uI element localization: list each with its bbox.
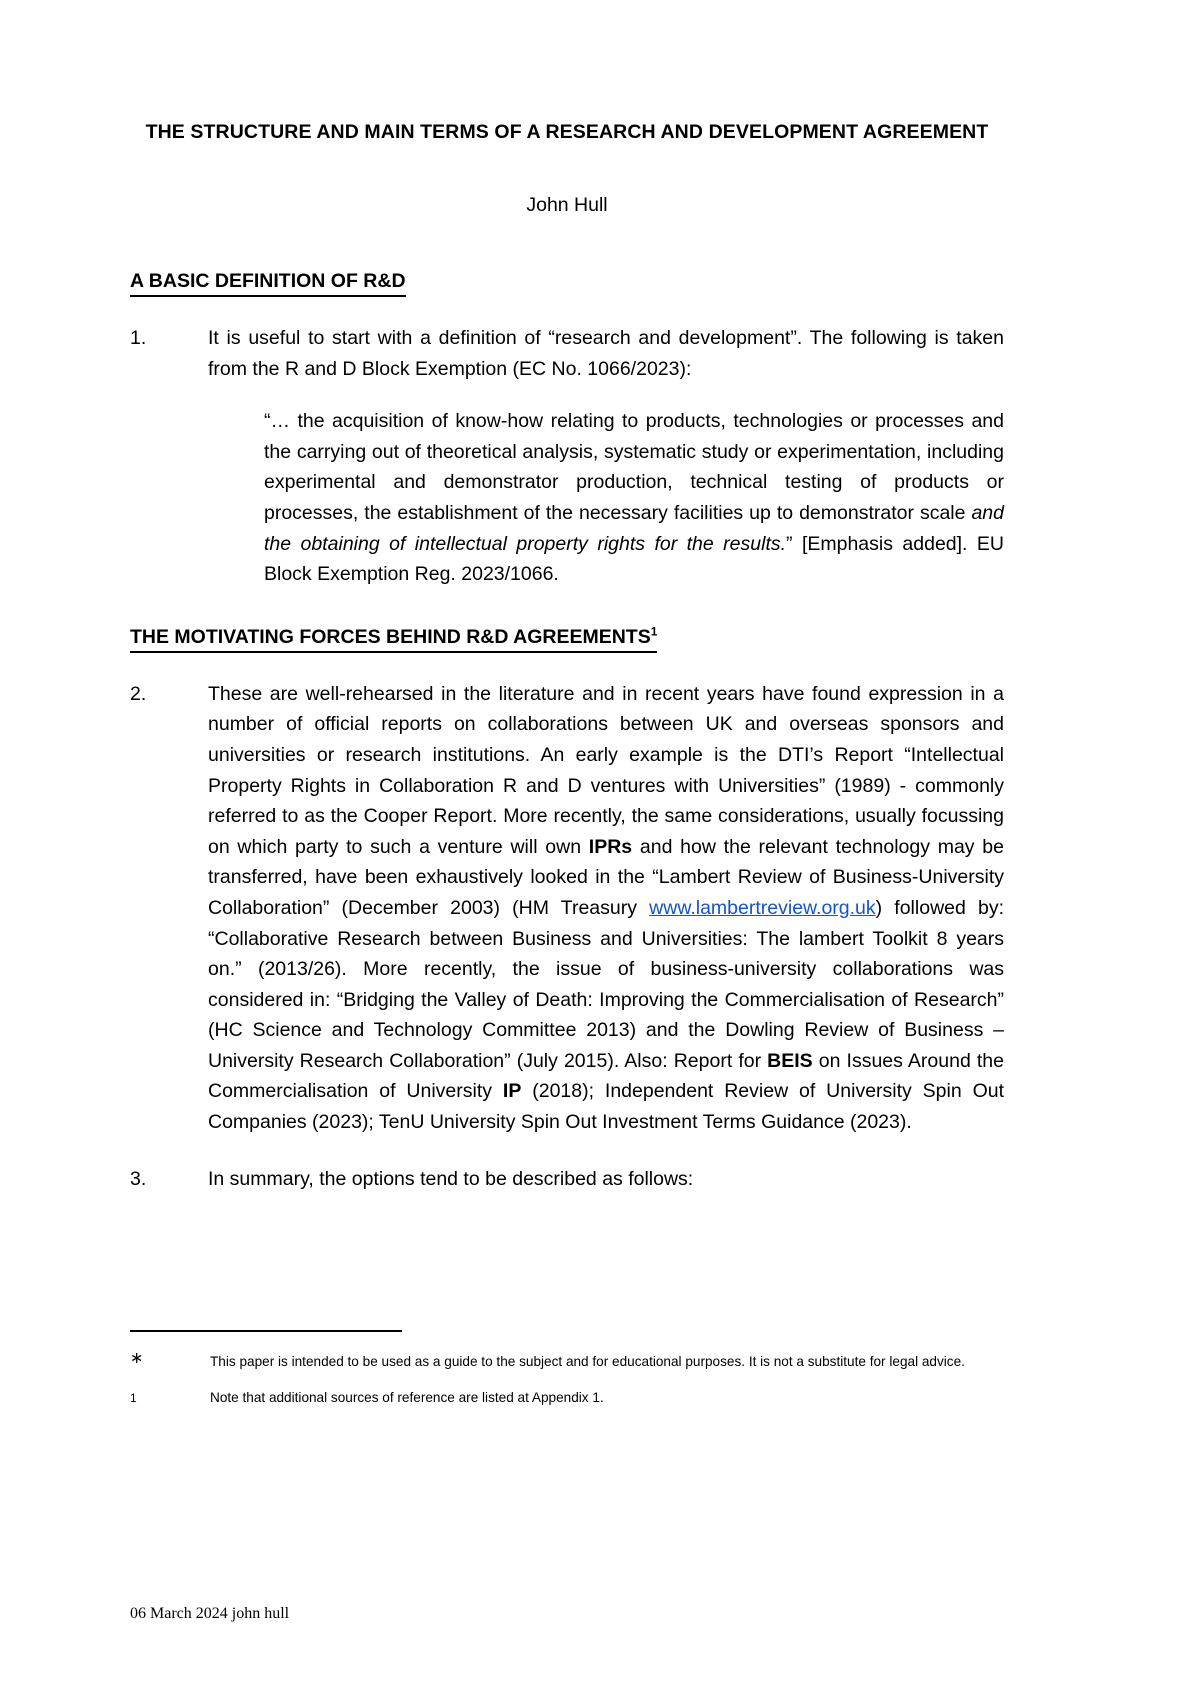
footnote-reference-1[interactable]: 1 <box>650 624 658 639</box>
paragraph-2-text-part-5: (2018); Independent Review of University Spin Out Companies (2023); TenU University Spin Out Investment Terms Guidance (2023). <box>208 1080 1005 1134</box>
footnote-item <box>130 1352 1004 1372</box>
paragraph-2-text-part-2: and how the relevant technology may be transferred, have been exhaustively looked in the “Lambert Review of Business-University Collaboration” (December 2003) (HM Treasury <box>208 835 1004 919</box>
footnote-separator-rule <box>130 1330 402 1332</box>
section-heading-wrapper-motivating-forces <box>130 624 1004 653</box>
footnote-text: This paper is intended to be used as a guide to the subject and for educational purposes. It is not a substitute for legal advice. <box>210 1354 965 1369</box>
paragraph-3-number: 3. <box>130 1167 147 1190</box>
footnote-marker: 1 <box>130 1391 137 1405</box>
paragraph-2-text-part-1: These are well-rehearsed in the literature and in recent years have found expression in a number of official reports on collaborations between UK and overseas sponsors and universities or research institutions. An early example is the DTI’s Report “Intellectual Property Rights in Collaboration R and D ventures with Universities” (1989) - commonly referred to as the Cooper Report. More recently, the same considerations, usually focussing on which party to such a venture will own <box>208 682 1004 858</box>
paragraph-2-bold-ip: IP <box>502 1080 522 1103</box>
footnote-marker: ∗ <box>130 1350 144 1367</box>
section-heading-motivating-forces <box>130 624 657 653</box>
paragraph-2-text-part-4: on Issues Around the Commercialisation of University <box>208 1049 1004 1103</box>
paragraph-1-number: 1. <box>130 327 147 349</box>
paragraph-1-text: It is useful to start with a definition of “research and development”. The following is taken from the R and D Block Exemption (EC No. 1066/2023): <box>208 327 1004 380</box>
block-quote-italic-emphasis: and the obtaining of intellectual property rights for the results. <box>264 501 1004 555</box>
page-footer-date: 06 March 2024 john hull <box>130 1605 290 1622</box>
paragraph-2 <box>130 679 1004 1138</box>
paragraph-3 <box>130 1164 1004 1195</box>
lambert-review-link[interactable]: www.lambertreview.org.uk <box>649 896 876 919</box>
document-author: John Hull <box>526 194 608 216</box>
paragraph-2-text <box>208 679 1004 1138</box>
footnotes-area <box>130 1330 1004 1424</box>
paragraph-2-bold-beis: BEIS <box>767 1049 813 1072</box>
block-quote-part-1: “… the acquisition of know-how relating to products, technologies or processes and the carrying out of theoretical analysis, systematic study or experimentation, including experimental and demonstrator production, technical testing of products or processes, the establishment of the necessary facilities up to demonstrator scale <box>264 410 1004 524</box>
section-heading-wrapper-basic-definition <box>130 268 1004 297</box>
footnote-item <box>130 1388 1004 1408</box>
paragraph-1 <box>130 323 1004 384</box>
document-title: THE STRUCTURE AND MAIN TERMS OF A RESEARCH AND DEVELOPMENT AGREEMENT <box>145 121 989 143</box>
block-quote-part-2: ” [Emphasis added]. EU Block Exemption Reg. 2023/1066. <box>264 532 1004 586</box>
paragraph-2-bold-iprs: IPRs <box>588 835 633 858</box>
section-heading-basic-definition-text: A BASIC DEFINITION OF R&D <box>130 270 406 292</box>
paragraph-2-number: 2. <box>130 682 147 705</box>
footnote-text: Note that additional sources of reference are listed at Appendix 1. <box>210 1390 604 1405</box>
paragraph-3-text: In summary, the options tend to be described as follows: <box>208 1167 694 1190</box>
block-quote-rd-definition <box>264 406 1004 590</box>
section-heading-motivating-forces-text: THE MOTIVATING FORCES BEHIND R&D AGREEMENTS <box>130 625 651 648</box>
paragraph-2-text-part-3: ) followed by: “Collaborative Research between Business and Universities: The lambert Toolkit 8 years on.” (2013/26). More recently, the issue of business-university collaborations was considered in: “Bridging the Valley of Death: Improving the Commercialisation of Research” (HC Science and Technology Committee 2013) and the Dowling Review of Business – University Research Collaboration” (July 2015). Also: Report for <box>208 896 1005 1072</box>
section-heading-basic-definition <box>130 268 406 297</box>
